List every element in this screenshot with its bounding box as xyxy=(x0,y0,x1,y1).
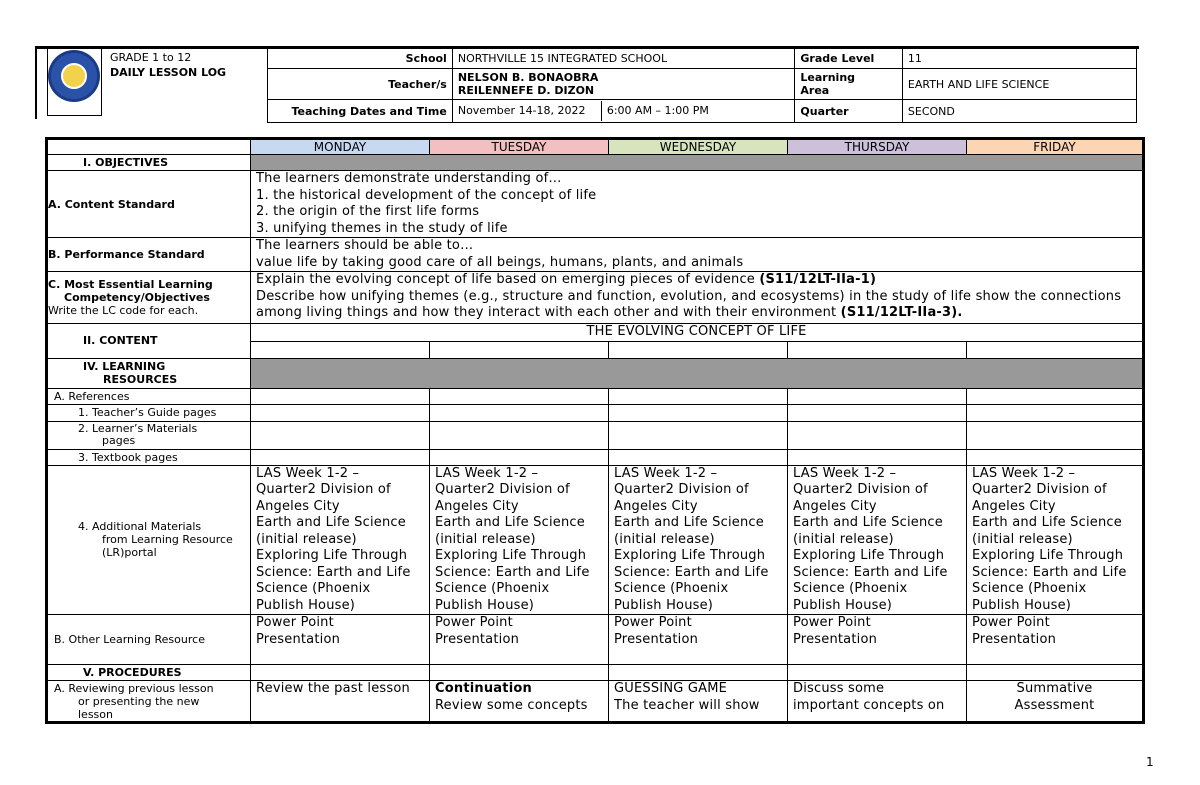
day-tuesday: TUESDAY xyxy=(430,139,609,155)
ps-line-1: value life by taking good care of all beings, humans, plants, and animals xyxy=(256,254,744,270)
review-mon: Review the past lesson xyxy=(251,681,430,723)
ref-mon xyxy=(251,388,430,404)
quarter-value: SECOND xyxy=(902,100,1136,123)
header-info-table xyxy=(267,47,1137,123)
review-row xyxy=(47,681,1144,723)
time: 6:00 AM – 1:00 PM xyxy=(606,104,709,117)
additional-material-line: Science (Phoenix xyxy=(793,581,908,596)
review-thu-1: Discuss some xyxy=(793,681,885,696)
additional-material-line: Angeles City xyxy=(972,498,1056,514)
content-blank-wed xyxy=(609,341,788,358)
additional-material-line: LAS Week 1-2 – xyxy=(972,465,1076,481)
other-resource-line: Presentation xyxy=(435,631,520,647)
additional-material-line: Publish House) xyxy=(435,597,535,613)
add-label-3: (LR)portal xyxy=(102,546,157,560)
additional-material-line: Angeles City xyxy=(435,498,519,514)
other-resource-row xyxy=(47,615,1144,665)
additional-material-line: Quarter2 Division of xyxy=(793,482,928,497)
additional-wed xyxy=(609,465,788,615)
melc-label-1: C. Most Essential Learning xyxy=(48,278,213,291)
tg-fri xyxy=(967,404,1144,421)
tb-label: 3. Textbook pages xyxy=(47,449,251,465)
review-tue xyxy=(430,681,609,723)
content-row xyxy=(47,324,1144,342)
additional-material-line: Exploring Life Through xyxy=(435,548,587,563)
review-wed-1: GUESSING GAME xyxy=(614,681,728,696)
references-label: A. References xyxy=(47,388,251,404)
content-standard-row xyxy=(47,171,1144,238)
lm-thu xyxy=(788,421,967,449)
additional-tue xyxy=(430,465,609,615)
title-line2: DAILY LESSON LOG xyxy=(110,66,227,79)
other-thu xyxy=(788,615,967,665)
proc-thu xyxy=(788,665,967,681)
additional-material-line: LAS Week 1-2 – xyxy=(614,465,718,481)
tg-row xyxy=(47,404,1144,421)
additional-material-line: Quarter2 Division of xyxy=(614,482,749,497)
content-standard-text xyxy=(251,171,1144,238)
lm-row xyxy=(47,421,1144,449)
resources-row xyxy=(47,358,1144,388)
area-label-2: Area xyxy=(800,84,830,97)
other-fri xyxy=(967,615,1144,665)
other-resource-line: Presentation xyxy=(793,631,878,647)
melc-label-2: Competency/Objectives xyxy=(64,291,210,304)
additional-material-line: (initial release) xyxy=(614,531,715,547)
tb-row xyxy=(47,449,1144,465)
other-tue xyxy=(430,615,609,665)
area-value: EARTH AND LIFE SCIENCE xyxy=(902,69,1136,100)
cs-line-0: The learners demonstrate understanding of… xyxy=(256,171,562,186)
additional-material-line: Earth and Life Science xyxy=(256,515,406,530)
melc-label xyxy=(47,272,251,324)
objectives-gray xyxy=(251,155,1144,171)
additional-material-line: Quarter2 Division of xyxy=(435,482,570,497)
other-resource-line: Power Point xyxy=(972,615,1050,630)
other-resource-line: Presentation xyxy=(256,631,341,647)
review-thu-2: important concepts on xyxy=(793,697,945,713)
other-label: B. Other Learning Resource xyxy=(47,615,251,665)
additional-material-line: Exploring Life Through xyxy=(972,548,1124,563)
teacher-label: Teacher/s xyxy=(268,69,453,100)
area-label-1: Learning xyxy=(800,71,856,84)
additional-material-line: Science: Earth and Life xyxy=(972,564,1127,580)
cs-line-1: 1. the historical development of the concept of life xyxy=(256,187,597,203)
header-left-border xyxy=(35,46,37,119)
lm-fri xyxy=(967,421,1144,449)
additional-material-line: Earth and Life Science xyxy=(793,515,943,530)
review-fri-1: Summative xyxy=(1016,681,1093,696)
additional-material-line: Publish House) xyxy=(614,597,714,613)
review-tue-1: Continuation xyxy=(435,681,532,696)
content-blank-mon xyxy=(251,341,430,358)
cs-line-3: 3. unifying themes in the study of life xyxy=(256,220,508,236)
references-row xyxy=(47,388,1144,404)
other-resource-line: Power Point xyxy=(256,615,334,630)
additional-material-line: Science: Earth and Life xyxy=(614,564,769,580)
content-blank-tue xyxy=(430,341,609,358)
page-number: 1 xyxy=(1146,755,1154,769)
melc-2-code: (S11/12LT-IIa-3). xyxy=(840,305,963,320)
additional-material-line: Science: Earth and Life xyxy=(435,564,590,580)
melc-row xyxy=(47,272,1144,324)
content-label: II. CONTENT xyxy=(47,324,251,359)
ref-wed xyxy=(609,388,788,404)
additional-mon xyxy=(251,465,430,615)
review-tue-2: Review some concepts xyxy=(435,697,588,713)
grade-value: 11 xyxy=(902,48,1136,69)
proc-mon xyxy=(251,665,430,681)
additional-material-line: (initial release) xyxy=(972,531,1073,547)
other-resource-line: Presentation xyxy=(972,631,1057,647)
procedures-row xyxy=(47,665,1144,681)
additional-material-line: Science: Earth and Life xyxy=(793,564,948,580)
school-value: NORTHVILLE 15 INTEGRATED SCHOOL xyxy=(452,48,795,69)
melc-label-3: Write the LC code for each. xyxy=(48,304,199,317)
melc-text xyxy=(251,272,1144,324)
deped-seal-logo xyxy=(47,48,102,118)
proc-wed xyxy=(609,665,788,681)
review-label xyxy=(47,681,251,723)
additional-material-line: Publish House) xyxy=(972,597,1072,613)
additional-material-line: Quarter2 Division of xyxy=(256,482,391,497)
add-label-1: 4. Additional Materials xyxy=(78,520,202,534)
school-label: School xyxy=(268,48,453,69)
ref-tue xyxy=(430,388,609,404)
tb-wed xyxy=(609,449,788,465)
area-label xyxy=(795,69,902,100)
tg-mon xyxy=(251,404,430,421)
tg-wed xyxy=(609,404,788,421)
additional-material-line: Science: Earth and Life xyxy=(256,564,411,580)
days-row xyxy=(47,139,1144,155)
tb-mon xyxy=(251,449,430,465)
objectives-label: I. OBJECTIVES xyxy=(47,155,251,171)
additional-material-line: Earth and Life Science xyxy=(614,515,764,530)
proc-fri xyxy=(967,665,1144,681)
title-line1: GRADE 1 to 12 xyxy=(110,51,192,64)
dates: November 14-18, 2022 xyxy=(453,101,602,121)
ref-fri xyxy=(967,388,1144,404)
additional-material-line: Quarter2 Division of xyxy=(972,482,1107,497)
resources-label-2: RESOURCES xyxy=(103,373,178,386)
tb-fri xyxy=(967,449,1144,465)
additional-label xyxy=(47,465,251,615)
tb-thu xyxy=(788,449,967,465)
additional-material-line: Angeles City xyxy=(793,498,877,514)
resources-label xyxy=(47,358,251,388)
additional-fri xyxy=(967,465,1144,615)
content-blank-fri xyxy=(967,341,1144,358)
additional-material-line: Science (Phoenix xyxy=(614,581,729,596)
day-friday: FRIDAY xyxy=(967,139,1144,155)
additional-material-line: (initial release) xyxy=(793,531,894,547)
lm-wed xyxy=(609,421,788,449)
resources-gray xyxy=(251,358,1144,388)
additional-row xyxy=(47,465,1144,615)
lm-label-2: pages xyxy=(102,434,136,447)
additional-material-line: Angeles City xyxy=(614,498,698,514)
other-resource-line: Power Point xyxy=(614,615,692,630)
lm-label-1: 2. Learner’s Materials xyxy=(78,422,198,435)
additional-material-line: LAS Week 1-2 – xyxy=(793,465,897,481)
teacher1: NELSON B. BONAOBRA xyxy=(457,71,599,84)
tg-tue xyxy=(430,404,609,421)
cs-line-2: 2. the origin of the first life forms xyxy=(256,204,480,219)
other-resource-line: Presentation xyxy=(614,631,699,647)
lm-label xyxy=(47,421,251,449)
tg-thu xyxy=(788,404,967,421)
performance-standard-text xyxy=(251,238,1144,272)
proc-tue xyxy=(430,665,609,681)
review-wed-2: The teacher will show xyxy=(614,697,760,713)
content-standard-label: A. Content Standard xyxy=(47,171,251,238)
content-blank-thu xyxy=(788,341,967,358)
day-wednesday: WEDNESDAY xyxy=(609,139,788,155)
other-resource-line: Power Point xyxy=(793,615,871,630)
day-thursday: THURSDAY xyxy=(788,139,967,155)
lm-tue xyxy=(430,421,609,449)
review-label-3: lesson xyxy=(78,708,113,721)
procedures-label: V. PROCEDURES xyxy=(47,665,251,681)
other-mon xyxy=(251,615,430,665)
review-wed xyxy=(609,681,788,723)
additional-material-line: Publish House) xyxy=(793,597,893,613)
additional-material-line: Publish House) xyxy=(256,597,356,613)
ps-line-0: The learners should be able to… xyxy=(256,238,474,253)
review-thu xyxy=(788,681,967,723)
review-label-1: A. Reviewing previous lesson xyxy=(54,682,214,695)
review-fri-2: Assessment xyxy=(1014,697,1095,713)
grade-label: Grade Level xyxy=(795,48,902,69)
review-fri xyxy=(967,681,1144,723)
additional-material-line: Earth and Life Science xyxy=(972,515,1122,530)
quarter-label: Quarter xyxy=(795,100,902,123)
dates-value xyxy=(452,100,795,123)
performance-standard-label: B. Performance Standard xyxy=(47,238,251,272)
additional-material-line: Science (Phoenix xyxy=(256,581,371,596)
resources-label-1: IV. LEARNING xyxy=(83,360,166,373)
review-label-2: or presenting the new xyxy=(78,695,200,708)
corner-cell xyxy=(47,139,251,155)
additional-thu xyxy=(788,465,967,615)
other-resource-line: Power Point xyxy=(435,615,513,630)
additional-material-line: LAS Week 1-2 – xyxy=(435,465,539,481)
tb-tue xyxy=(430,449,609,465)
additional-material-line: Exploring Life Through xyxy=(614,548,766,563)
melc-1-code: (S11/12LT-IIa-1) xyxy=(759,272,877,287)
additional-material-line: (initial release) xyxy=(435,531,536,547)
teacher-value xyxy=(452,69,795,100)
day-monday: MONDAY xyxy=(251,139,430,155)
objectives-row xyxy=(47,155,1144,171)
ref-thu xyxy=(788,388,967,404)
melc-1: Explain the evolving concept of life based on emerging pieces of evidence xyxy=(256,272,760,287)
lesson-log-table xyxy=(45,137,1145,724)
lm-mon xyxy=(251,421,430,449)
add-label-2: from Learning Resource xyxy=(102,533,233,547)
additional-material-line: Angeles City xyxy=(256,498,340,514)
content-title: THE EVOLVING CONCEPT OF LIFE xyxy=(251,324,1144,342)
dates-label: Teaching Dates and Time xyxy=(268,100,453,123)
teacher2: REILENNEFE D. DIZON xyxy=(457,84,595,97)
tg-label: 1. Teacher’s Guide pages xyxy=(47,404,251,421)
additional-material-line: LAS Week 1-2 – xyxy=(256,465,360,481)
additional-material-line: Exploring Life Through xyxy=(793,548,945,563)
additional-material-line: Exploring Life Through xyxy=(256,548,408,563)
additional-material-line: Science (Phoenix xyxy=(972,581,1087,596)
additional-material-line: Earth and Life Science xyxy=(435,515,585,530)
additional-material-line: (initial release) xyxy=(256,531,357,547)
additional-material-line: Science (Phoenix xyxy=(435,581,550,596)
performance-standard-row xyxy=(47,238,1144,272)
melc-2: Describe how unifying themes (e.g., structure and function, evolution, and ecosystems) in the study of life show the connections among living things and how they interact with each other and with their environment xyxy=(256,288,1122,320)
other-wed xyxy=(609,615,788,665)
